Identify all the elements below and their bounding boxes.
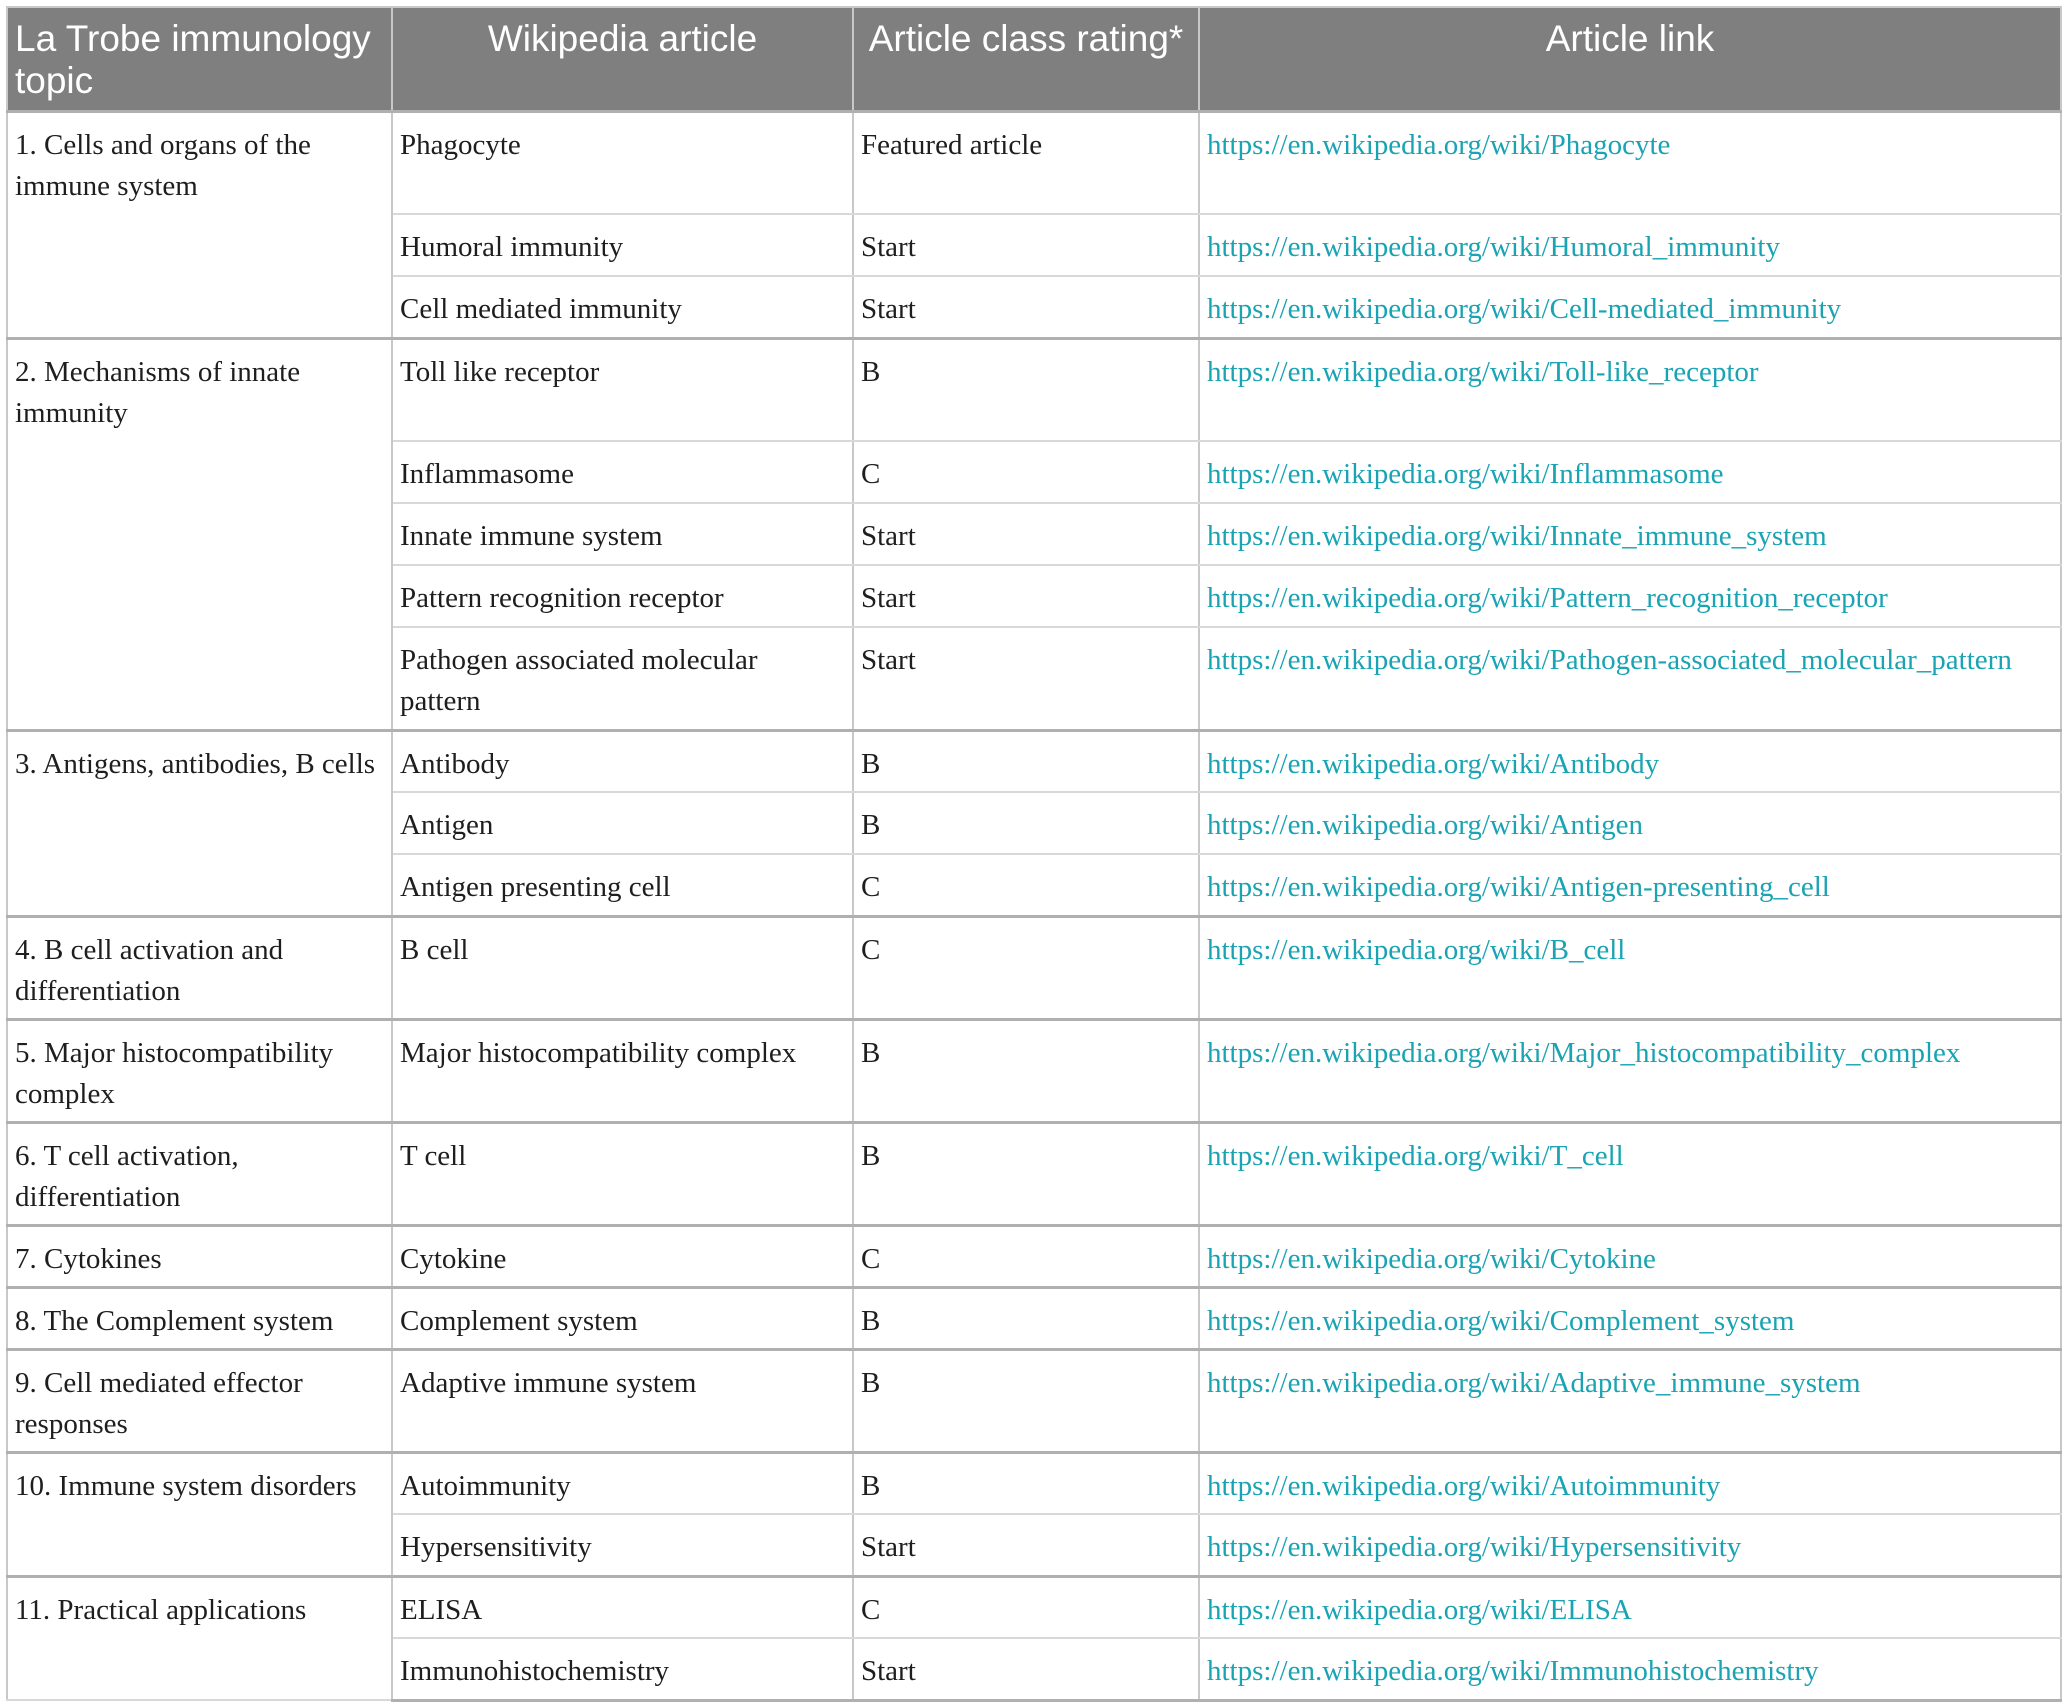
topic-cell: 6. T cell activation, differentiation [7,1122,392,1225]
rating-cell: B [853,1122,1199,1225]
article-cell: Innate immune system [392,503,853,565]
article-cell: B cell [392,916,853,1019]
article-cell: Adaptive immune system [392,1349,853,1452]
article-link[interactable]: https://en.wikipedia.org/wiki/Immunohistochemistry [1199,1638,2061,1700]
table-row [7,1576,2061,1638]
article-link[interactable]: https://en.wikipedia.org/wiki/Innate_immune_system [1199,503,2061,565]
rating-cell: C [853,1576,1199,1638]
topic-cell: 4. B cell activation and differentiation [7,916,392,1019]
rating-cell: Start [853,503,1199,565]
article-cell: Hypersensitivity [392,1514,853,1576]
article-cell: Complement system [392,1287,853,1349]
rating-cell: C [853,854,1199,916]
article-link[interactable]: https://en.wikipedia.org/wiki/Major_histocompatibility_complex [1199,1019,2061,1122]
article-cell: Antigen presenting cell [392,854,853,916]
rating-cell: Start [853,1638,1199,1700]
rating-cell: B [853,1452,1199,1514]
rating-cell: Start [853,214,1199,276]
topic-cell: 9. Cell mediated effector responses [7,1349,392,1452]
article-link[interactable]: https://en.wikipedia.org/wiki/Cell-mediated_immunity [1199,276,2061,338]
article-link[interactable]: https://en.wikipedia.org/wiki/Humoral_immunity [1199,214,2061,276]
article-cell: Antigen [392,792,853,854]
rating-cell: B [853,1349,1199,1452]
rating-cell: Start [853,1514,1199,1576]
rating-cell: Featured article [853,111,1199,214]
table-row [7,1287,2061,1349]
article-cell: Immunohistochemistry [392,1638,853,1700]
table-row [7,111,2061,214]
topic-cell: 10. Immune system disorders [7,1452,392,1576]
header-row [7,7,2061,111]
article-link[interactable]: https://en.wikipedia.org/wiki/Antigen [1199,792,2061,854]
article-cell: Phagocyte [392,111,853,214]
header-article: Wikipedia article [392,7,853,111]
table-row [7,338,2061,441]
article-link[interactable]: https://en.wikipedia.org/wiki/B_cell [1199,916,2061,1019]
topic-cell: 1. Cells and organs of the immune system [7,111,392,338]
rating-cell: B [853,1019,1199,1122]
article-cell: T cell [392,1122,853,1225]
article-link[interactable]: https://en.wikipedia.org/wiki/Adaptive_immune_system [1199,1349,2061,1452]
rating-cell: Start [853,565,1199,627]
rating-cell: Start [853,627,1199,730]
table-row [7,916,2061,1019]
header-link: Article link [1199,7,2061,111]
rating-cell: Start [853,276,1199,338]
article-cell: Cell mediated immunity [392,276,853,338]
article-link[interactable]: https://en.wikipedia.org/wiki/Inflammasome [1199,441,2061,503]
article-link[interactable]: https://en.wikipedia.org/wiki/ELISA [1199,1576,2061,1638]
immunology-table-container [6,6,2060,1702]
table-row [7,1452,2061,1514]
article-cell: Antibody [392,730,853,792]
article-cell: ELISA [392,1576,853,1638]
article-cell: Major histocompatibility complex [392,1019,853,1122]
header-topic: La Trobe immunology topic [7,7,392,111]
table-row [7,1122,2061,1225]
topic-cell: 3. Antigens, antibodies, B cells [7,730,392,916]
article-link[interactable]: https://en.wikipedia.org/wiki/Antibody [1199,730,2061,792]
article-link[interactable]: https://en.wikipedia.org/wiki/Antigen-presenting_cell [1199,854,2061,916]
article-cell: Humoral immunity [392,214,853,276]
rating-cell: B [853,792,1199,854]
topic-cell: 8. The Complement system [7,1287,392,1349]
table-row [7,1225,2061,1287]
rating-cell: B [853,1287,1199,1349]
rating-cell: B [853,338,1199,441]
article-cell: Autoimmunity [392,1452,853,1514]
table-row [7,1019,2061,1122]
article-cell: Cytokine [392,1225,853,1287]
article-link[interactable]: https://en.wikipedia.org/wiki/T_cell [1199,1122,2061,1225]
article-link[interactable]: https://en.wikipedia.org/wiki/Pathogen-associated_molecular_pattern [1199,627,2061,730]
article-link[interactable]: https://en.wikipedia.org/wiki/Toll-like_receptor [1199,338,2061,441]
topic-cell: 7. Cytokines [7,1225,392,1287]
rating-cell: C [853,916,1199,1019]
topic-cell: 5. Major histocompatibility complex [7,1019,392,1122]
article-link[interactable]: https://en.wikipedia.org/wiki/Hypersensitivity [1199,1514,2061,1576]
article-link[interactable]: https://en.wikipedia.org/wiki/Pattern_recognition_receptor [1199,565,2061,627]
article-cell: Toll like receptor [392,338,853,441]
immunology-table [6,6,2062,1702]
article-link[interactable]: https://en.wikipedia.org/wiki/Cytokine [1199,1225,2061,1287]
article-link[interactable]: https://en.wikipedia.org/wiki/Complement_system [1199,1287,2061,1349]
article-cell: Pattern recognition receptor [392,565,853,627]
topic-cell: 2. Mechanisms of innate immunity [7,338,392,730]
article-cell: Inflammasome [392,441,853,503]
table-row [7,1349,2061,1452]
rating-cell: B [853,730,1199,792]
article-link[interactable]: https://en.wikipedia.org/wiki/Autoimmunity [1199,1452,2061,1514]
topic-cell: 11. Practical applications [7,1576,392,1700]
table-body [7,111,2061,1700]
table-row [7,730,2061,792]
header-rating: Article class rating* [853,7,1199,111]
article-cell: Pathogen associated molecular pattern [392,627,853,730]
article-link[interactable]: https://en.wikipedia.org/wiki/Phagocyte [1199,111,2061,214]
rating-cell: C [853,441,1199,503]
rating-cell: C [853,1225,1199,1287]
